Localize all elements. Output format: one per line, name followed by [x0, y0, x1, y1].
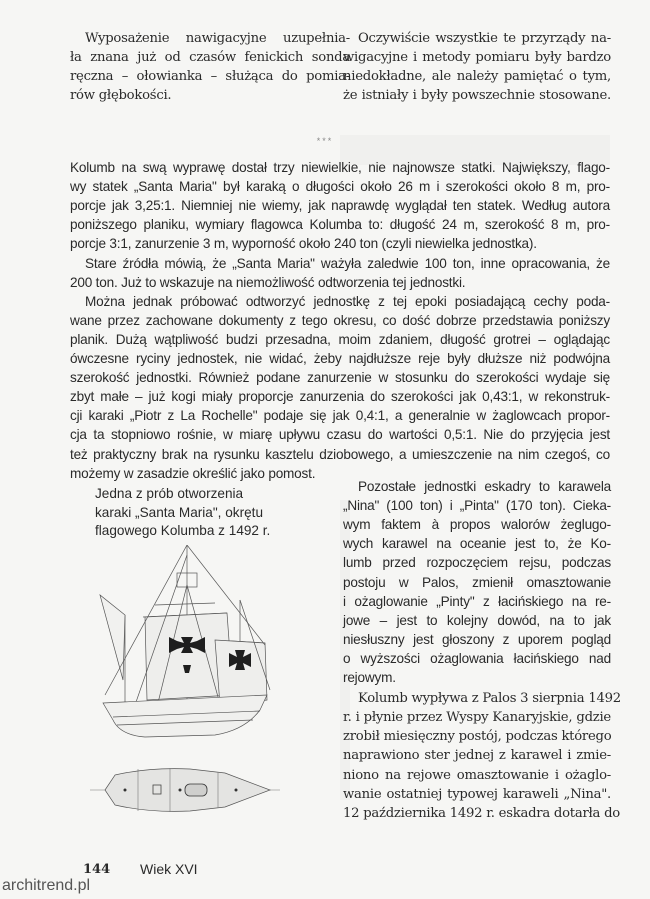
- figure-caption: [95, 485, 325, 541]
- text-line: niesłuszny jest głoszony z uporem pogląd: [343, 631, 611, 647]
- text-line: Pozostałe jednostki eskadry to karawela: [358, 479, 611, 494]
- text-line: szerokość jednostki. Również podane zanurzenie w stosunku do szerokości wydaje się: [70, 370, 610, 386]
- ship-deck-plan-illustration: [90, 765, 280, 815]
- text-line: ręczna – ołowianka – służąca do pomia-: [70, 69, 350, 84]
- text-line: wane przez zachowane dokumenty z tego okresu, co dość dobrze przedstawia poniższy: [70, 312, 610, 328]
- text-line: o wyższości ożaglowania łacińskiego nad: [343, 650, 611, 666]
- text-line: porcje jak 3,25:1. Niemniej nie wiemy, jak naprawdę wyglądał ten statek. Według autora: [70, 198, 610, 214]
- text-line: Oczywiście wszystkie te przyrządy na-: [358, 31, 611, 46]
- text-line: cja ta stopniowo rośnie, w miarę upływu czasu do wartości 0,5:1. Nie do przyjęcia jest: [70, 427, 610, 443]
- text-line: „Nina" (100 ton) i „Pinta" (170 ton). Cieka-: [343, 498, 611, 514]
- text-line: ła znana już od czasów fenickich sonda: [70, 50, 350, 65]
- text-line: Stare źródła mówią, że „Santa Maria" ważyła zaledwie 100 ton, inne opracowania, że: [85, 255, 610, 271]
- text-line: planik. Dużą wątpliwość budzi przesadna, moim zdaniem, długość grotrei – oglądając: [70, 331, 610, 347]
- text-line: że istniały i były powszechnie stosowane.: [343, 88, 611, 103]
- text-line: wych karawel na oceanie jest to, że Ko-: [343, 536, 611, 552]
- caption-line: flagowego Kolumba z 1492 r.: [95, 523, 271, 538]
- text-line: i ożaglowanie „Pinty" z łacińskiego na re-: [343, 593, 611, 609]
- text-line: Kolumb wypływa z Palos 3 sierpnia 1492: [358, 691, 621, 707]
- text-line: ówczesne ryciny jednostek, nie widać, żeby najdłuższe reje były dłuższe niż podwójna: [70, 351, 610, 366]
- text-line: wym faktem à propos walorów żeglugo-: [343, 517, 611, 533]
- text-line: Można jednak próbować odtworzyć jednostkę z tej epoki posiadającą cechy poda-: [85, 293, 610, 309]
- text-line: wigacyjne i metody pomiaru były bardzo: [343, 50, 611, 65]
- text-line: rejowym.: [343, 670, 396, 685]
- text-line: porcje 3:1, zanurzenie 3 m, wyporność około 240 ton (czyli niewielka jednostka).: [70, 236, 537, 252]
- page-number: 144: [83, 862, 111, 877]
- ship-side-view-illustration: [95, 545, 275, 740]
- caption-line: karaki „Santa Maria", okrętu: [95, 504, 264, 520]
- text-line: poniższego planiku, wymiary flagowca Kolumba to: długość 24 m, szerokość 8 m, pro-: [70, 217, 610, 233]
- text-line: cji karaki „Piotr z La Rochelle" podaje się jak 0,4:1, a generalnie w żaglowcach propor-: [70, 408, 610, 424]
- text-line: zbyt małe – już kogi miały proporcje zanurzenia do szerokości jak 0,43:1, w rekonstruk-: [70, 389, 610, 405]
- watermark: architrend.pl: [2, 877, 91, 894]
- text-line: postoju w Palos, zmienił omasztowanie: [343, 574, 611, 590]
- text-line: wanie ostatniej typowej karaweli „Nina".: [343, 786, 611, 802]
- text-line: Wyposażenie nawigacyjne uzupełnia-: [85, 31, 350, 46]
- text-line: lumb przed rozpoczęciem rejsu, podczas: [343, 555, 611, 571]
- section-separator: ***: [316, 136, 334, 146]
- text-line: zrobił miesięczny postój, podczas którego: [343, 729, 612, 745]
- text-line: naprawiono ster jednej z karawel i zmie-: [343, 748, 611, 764]
- text-line: 12 października 1492 r. eskadra dotarła do: [343, 805, 620, 821]
- text-line: r. i płynie przez Wyspy Kanaryjskie, gdzie: [343, 710, 611, 726]
- caption-line: Jedna z prób otworzenia: [95, 486, 244, 501]
- text-line: Kolumb na swą wyprawę dostał trzy niewielkie, nie najnowsze statki. Największy, flago-: [70, 160, 610, 175]
- running-title: Wiek XVI: [140, 861, 198, 877]
- text-line: niono na rejowe omasztowanie i ożaglo-: [343, 767, 611, 783]
- text-line: też praktyczny brak na rysunku kasztelu dziobowego, a umieszczenie na nim czegoś, co: [70, 446, 610, 462]
- text-line: wy statek „Santa Maria" był karaką o długości około 26 m i szerokości około 8 m, pro-: [70, 179, 610, 195]
- text-line: możemy w zasadzie określić jako pomost.: [70, 465, 316, 481]
- text-line: 200 ton. Już to wskazuje na niemożliwość odtworzenia tej jednostki.: [70, 274, 466, 290]
- text-line: rów głębokości.: [70, 88, 172, 103]
- text-line: niedokładne, ale należy pamiętać o tym,: [343, 69, 611, 84]
- text-line: jowe – jest to kolejny dowód, na to jak: [343, 612, 611, 628]
